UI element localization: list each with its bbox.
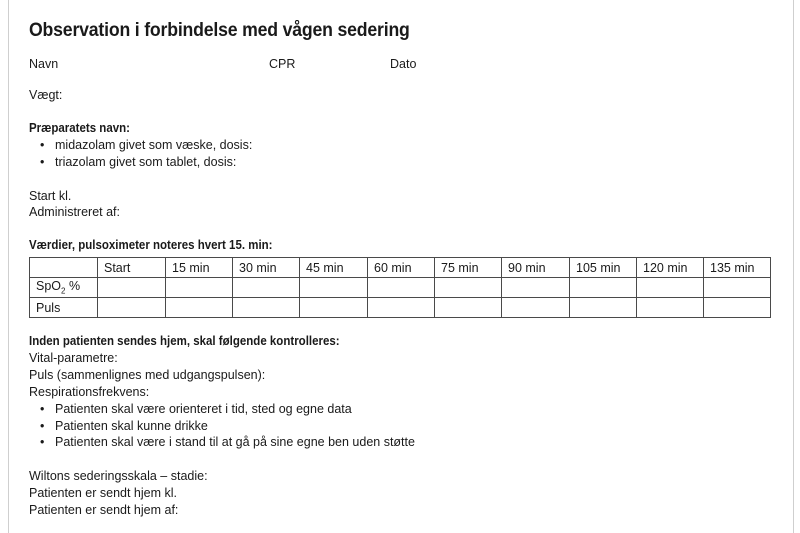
pulse-compare-label: Puls (sammenlignes med udgangspulsen): [29, 368, 266, 382]
wilton-scale-label: Wiltons sederingsskala – stadie: [29, 469, 208, 483]
administered-by-label: Administreret af: [29, 205, 121, 219]
value-cell[interactable] [368, 298, 435, 318]
value-cell[interactable] [300, 298, 368, 318]
value-cell[interactable] [368, 278, 435, 298]
preparation-item-triazolam: • triazolam givet som tablet, dosis: [29, 154, 252, 171]
value-cell[interactable] [502, 298, 570, 318]
column-header: 135 min [704, 258, 771, 278]
sent-home-by-label: Patienten er sendt hjem af: [29, 503, 179, 517]
value-cell[interactable] [98, 278, 166, 298]
value-cell[interactable] [98, 298, 166, 318]
value-cell[interactable] [233, 298, 300, 318]
column-header: 120 min [637, 258, 704, 278]
header-empty-cell [30, 258, 98, 278]
column-header: 75 min [435, 258, 502, 278]
value-cell[interactable] [637, 278, 704, 298]
pulse-oximeter-table [29, 257, 771, 318]
column-header: 30 min [233, 258, 300, 278]
column-header: 105 min [570, 258, 637, 278]
row-label-spo2: SpO$_2$ % [30, 278, 98, 298]
column-header: 45 min [300, 258, 368, 278]
value-cell[interactable] [704, 298, 771, 318]
checklist-item-oriented: • Patienten skal være orienteret i tid, sted og egne data [29, 401, 415, 418]
value-cell[interactable] [435, 278, 502, 298]
discharge-checklist [29, 401, 415, 451]
weight-label: Vægt: [29, 88, 63, 102]
value-cell[interactable] [166, 298, 233, 318]
sent-home-time-label: Patienten er sendt hjem kl. [29, 486, 177, 500]
discharge-heading: Inden patienten sendes hjem, skal følgende kontrolleres: [29, 334, 340, 348]
row-label-pulse: Puls [30, 298, 98, 318]
checklist-item-drink: • Patienten skal kunne drikke [29, 418, 415, 435]
page-title: Observation i forbindelse med vågen sedering [29, 20, 410, 41]
column-header: Start [98, 258, 166, 278]
value-cell[interactable] [435, 298, 502, 318]
table-row-pulse [30, 298, 771, 318]
value-cell[interactable] [502, 278, 570, 298]
respiration-label: Respirationsfrekvens: [29, 385, 150, 399]
value-cell[interactable] [166, 278, 233, 298]
document-page [8, 0, 794, 533]
column-header: 90 min [502, 258, 570, 278]
value-cell[interactable] [300, 278, 368, 298]
preparation-item-midazolam: • midazolam givet som væske, dosis: [29, 137, 252, 154]
cpr-label: CPR [269, 57, 296, 71]
name-label: Navn [29, 57, 59, 71]
table-row-spo2 [30, 278, 771, 298]
column-header: 15 min [166, 258, 233, 278]
value-cell[interactable] [570, 298, 637, 318]
value-cell[interactable] [704, 278, 771, 298]
checklist-item-walk: • Patienten skal være i stand til at gå på sine egne ben uden støtte [29, 434, 415, 451]
value-cell[interactable] [570, 278, 637, 298]
column-header: 60 min [368, 258, 435, 278]
vital-parameters-label: Vital-parametre: [29, 351, 118, 365]
preparation-list [29, 137, 252, 170]
table-header-row [30, 258, 771, 278]
value-cell[interactable] [637, 298, 704, 318]
start-time-label: Start kl. [29, 189, 72, 203]
date-label: Dato [390, 57, 417, 71]
value-cell[interactable] [233, 278, 300, 298]
values-heading: Værdier, pulsoximeter noteres hvert 15. min: [29, 238, 273, 252]
preparation-heading: Præparatets navn: [29, 121, 130, 135]
